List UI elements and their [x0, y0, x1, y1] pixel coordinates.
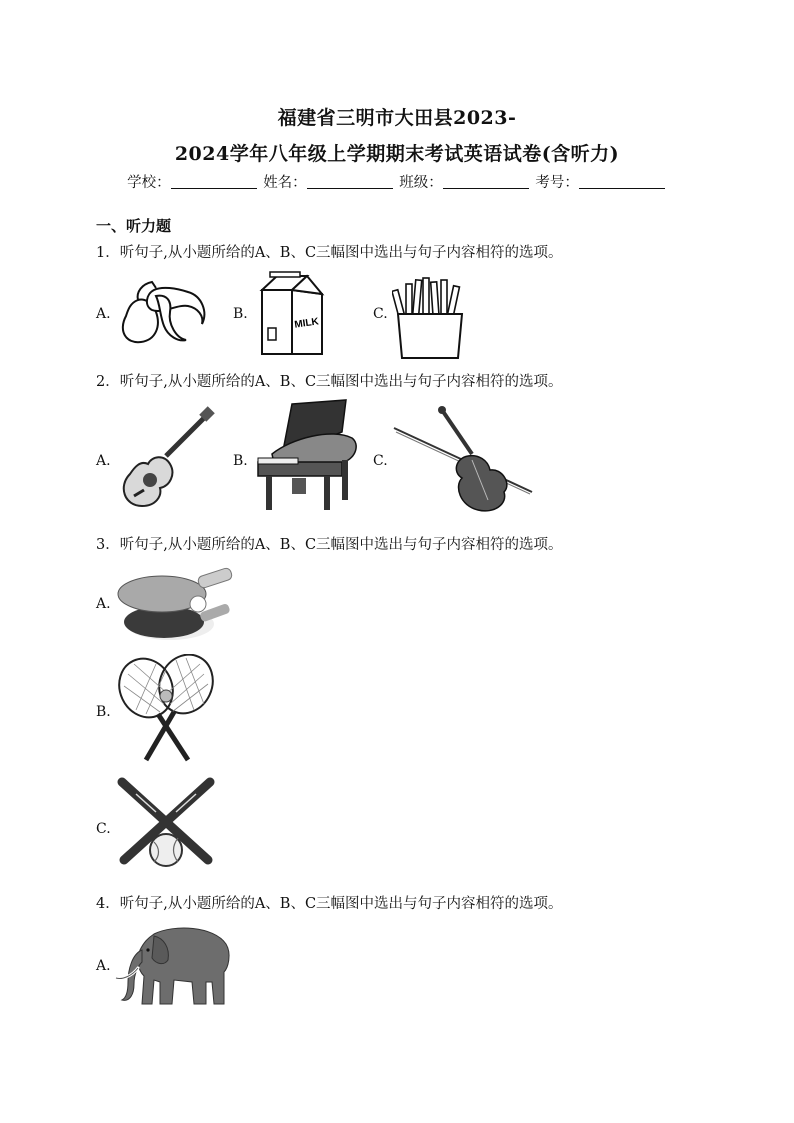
school-blank[interactable]	[171, 188, 257, 189]
page-title-line1: 福建省三明市大田县2023-	[277, 107, 517, 129]
milk-carton-icon	[252, 270, 328, 358]
q2-option-c-label: C.	[373, 453, 388, 469]
name-blank[interactable]	[307, 188, 393, 189]
french-fries-icon	[392, 276, 468, 360]
school-label: 学校：	[127, 175, 171, 191]
section-heading-listening: 一、听力题	[96, 217, 172, 235]
student-info-line	[0, 171, 794, 192]
tennis-rackets-icon	[116, 654, 216, 764]
exam-number-label: 考号：	[535, 175, 579, 191]
elephant-icon	[114, 920, 234, 1006]
q1-option-a-label: A.	[96, 306, 111, 322]
question-3-prompt: 3．听句子,从小题所给的A、B、C三幅图中选出与句子内容相符的选项。	[96, 537, 563, 553]
q1-option-c-label: C.	[373, 306, 388, 322]
class-label: 班级：	[399, 175, 443, 191]
name-label: 姓名：	[263, 175, 307, 191]
piano-icon	[252, 398, 364, 518]
question-4-prompt: 4．听句子,从小题所给的A、B、C三幅图中选出与句子内容相符的选项。	[96, 896, 563, 912]
banana-icon	[116, 276, 208, 348]
q1-option-b-label: B.	[233, 306, 248, 322]
q2-option-a-label: A.	[96, 453, 111, 469]
question-1-prompt: 1．听句子,从小题所给的A、B、C三幅图中选出与句子内容相符的选项。	[96, 245, 563, 261]
q2-option-b-label: B.	[233, 453, 248, 469]
q3-option-a-label: A.	[96, 596, 111, 612]
guitar-icon	[116, 406, 216, 510]
q3-option-c-label: C.	[96, 821, 111, 837]
exam-number-blank[interactable]	[579, 188, 665, 189]
ping-pong-paddles-icon	[116, 560, 238, 644]
violin-icon	[392, 404, 536, 516]
question-2-prompt: 2．听句子,从小题所给的A、B、C三幅图中选出与句子内容相符的选项。	[96, 374, 563, 390]
page-title-line2: 2024学年八年级上学期期末考试英语试卷(含听力)	[174, 143, 620, 165]
q3-option-b-label: B.	[96, 704, 111, 720]
q4-option-a-label: A.	[96, 958, 111, 974]
class-blank[interactable]	[443, 188, 529, 189]
milk-carton-text: MILK	[293, 316, 320, 331]
baseball-bats-icon	[116, 776, 216, 868]
